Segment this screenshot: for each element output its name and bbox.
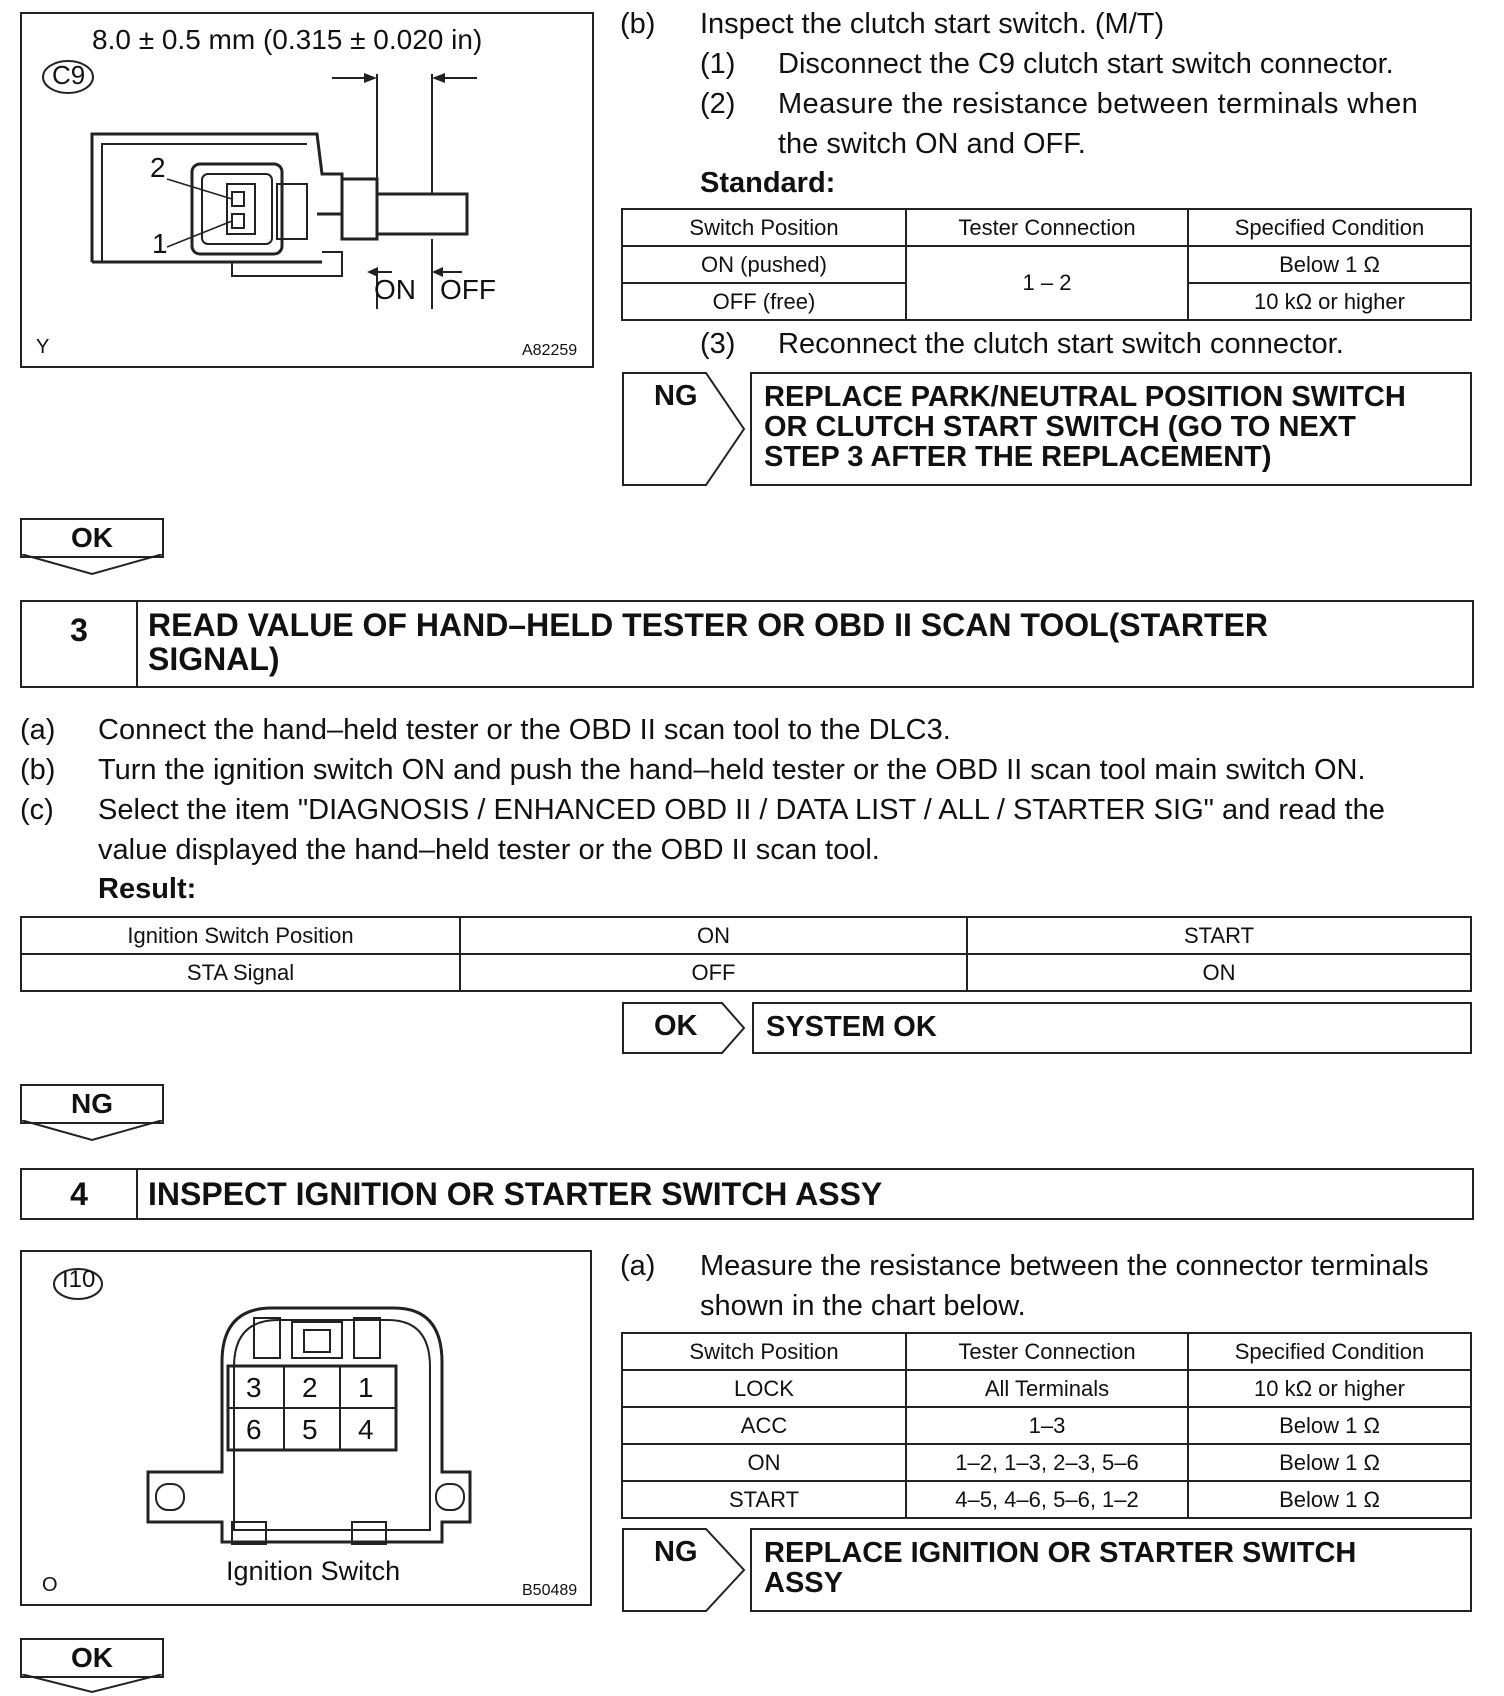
pin-label: 6	[246, 1414, 262, 1445]
ng-action-box-2	[750, 1528, 1472, 1612]
ok-tab-1	[20, 518, 164, 558]
ng-action-line: REPLACE IGNITION OR STARTER SWITCH	[764, 1537, 1357, 1569]
ng-action-line: REPLACE PARK/NEUTRAL POSITION SWITCH	[764, 381, 1406, 413]
clutch-switch-drawing	[22, 14, 592, 366]
table-cell: Below 1 Ω	[1188, 1407, 1471, 1444]
ignition-switch-figure	[20, 1250, 592, 1606]
substep-2-line1: Measure the resistance between terminals when	[778, 88, 1419, 120]
off-label: OFF	[440, 274, 496, 305]
clutch-switch-spec-table	[621, 208, 1472, 321]
dimension-label: 8.0 ± 0.5 mm (0.315 ± 0.020 in)	[92, 24, 483, 55]
step-b-text: Inspect the clutch start switch. (M/T)	[700, 8, 1165, 40]
tab-arrow	[20, 554, 164, 578]
step-number: 4	[22, 1170, 138, 1218]
substep-2-line2: the switch ON and OFF.	[778, 128, 1086, 160]
pin-label: 1	[358, 1372, 374, 1403]
table-cell: START	[967, 917, 1471, 954]
standard-heading: Standard:	[700, 167, 836, 199]
step-3c-line2: value displayed the hand–held tester or the OBD II scan tool.	[98, 834, 880, 866]
figure-caption: Ignition Switch	[226, 1556, 401, 1586]
table-header-row	[622, 209, 1471, 246]
step-title: INSPECT IGNITION OR STARTER SWITCH ASSY	[148, 1176, 883, 1212]
table-header-cell: Switch Position	[622, 209, 906, 246]
result-heading: Result:	[98, 873, 197, 905]
connector-label: I10	[62, 1266, 96, 1293]
ng-action-line: ASSY	[764, 1567, 843, 1599]
figure-code: A82259	[522, 342, 578, 359]
terminal-1-label: 1	[152, 228, 168, 259]
table-cell: STA Signal	[21, 954, 460, 991]
table-cell: 10 kΩ or higher	[1188, 1370, 1471, 1407]
step-3a-text: Connect the hand–held tester or the OBD II scan tool to the DLC3.	[98, 714, 951, 746]
table-header-cell: Specified Condition	[1188, 209, 1471, 246]
table-cell: Below 1 Ω	[1188, 1481, 1471, 1518]
pin-label: 2	[302, 1372, 318, 1403]
table-row	[622, 1444, 1471, 1481]
step-4a-line2: shown in the chart below.	[700, 1290, 1026, 1322]
table-header-cell: Specified Condition	[1188, 1333, 1471, 1370]
connector-label: C9	[52, 60, 86, 90]
pin-label: 3	[246, 1372, 262, 1403]
ng-action-box-1	[750, 372, 1472, 486]
table-cell: 1–3	[906, 1407, 1188, 1444]
step-title-line: READ VALUE OF HAND–HELD TESTER OR OBD II SCAN TOOL(STARTER	[148, 607, 1269, 643]
ng-label: NG	[71, 1088, 113, 1119]
step-b-label: (b)	[620, 8, 656, 40]
table-cell: All Terminals	[906, 1370, 1188, 1407]
clutch-switch-figure	[20, 12, 594, 368]
step-3b-text: Turn the ignition switch ON and push the hand–held tester or the OBD II scan tool main switch ON.	[98, 754, 1366, 786]
table-cell: ON	[460, 917, 967, 954]
table-cell: 10 kΩ or higher	[1188, 283, 1471, 320]
on-label: ON	[374, 274, 416, 305]
table-row	[21, 954, 1471, 991]
step-title	[148, 608, 1268, 676]
table-cell: 4–5, 4–6, 5–6, 1–2	[906, 1481, 1188, 1518]
figure-corner-letter: Y	[36, 336, 50, 358]
step-4a-line1: Measure the resistance between the connector terminals	[700, 1250, 1429, 1282]
step-3c-line1: Select the item "DIAGNOSIS / ENHANCED OBD II / DATA LIST / ALL / STARTER SIG" and read the	[98, 794, 1385, 826]
ng-arrow-2	[622, 1528, 752, 1612]
substep-1-label: (1)	[700, 48, 736, 80]
table-cell: OFF (free)	[622, 283, 906, 320]
table-row	[622, 1407, 1471, 1444]
table-cell: OFF	[460, 954, 967, 991]
ng-label: NG	[654, 1536, 698, 1568]
substep-3-label: (3)	[700, 328, 736, 360]
table-header-cell: Tester Connection	[906, 209, 1188, 246]
table-cell: ON	[967, 954, 1471, 991]
substep-1-text: Disconnect the C9 clutch start switch connector.	[778, 48, 1394, 80]
ok-label: OK	[71, 522, 113, 553]
ignition-switch-spec-table	[621, 1332, 1472, 1519]
ng-tab	[20, 1084, 164, 1124]
ok-label: OK	[71, 1642, 113, 1673]
table-row	[622, 1481, 1471, 1518]
substep-3-text: Reconnect the clutch start switch connector.	[778, 328, 1344, 360]
table-cell: LOCK	[622, 1370, 906, 1407]
table-cell: Below 1 Ω	[1188, 1444, 1471, 1481]
table-row	[622, 246, 1471, 283]
table-cell: Ignition Switch Position	[21, 917, 460, 954]
table-cell: Below 1 Ω	[1188, 246, 1471, 283]
ng-label: NG	[654, 380, 698, 412]
table-row	[622, 1370, 1471, 1407]
table-header-row	[622, 1333, 1471, 1370]
figure-code: B50489	[522, 1582, 578, 1599]
step-3c-label: (c)	[20, 794, 54, 826]
tab-arrow	[20, 1674, 164, 1696]
step-4-header	[20, 1168, 1474, 1220]
substep-2-label: (2)	[700, 88, 736, 120]
sta-signal-table	[20, 916, 1472, 992]
ng-action-line: STEP 3 AFTER THE REPLACEMENT)	[764, 441, 1272, 473]
tab-arrow	[20, 1120, 164, 1144]
system-ok-box	[752, 1002, 1472, 1054]
step-3-header	[20, 600, 1474, 688]
table-cell: 1 – 2	[906, 246, 1188, 320]
table-cell: START	[622, 1481, 906, 1518]
pin-label: 4	[358, 1414, 374, 1445]
ng-action-line: OR CLUTCH START SWITCH (GO TO NEXT	[764, 411, 1356, 443]
step-number: 3	[22, 602, 138, 686]
pin-label: 5	[302, 1414, 318, 1445]
step-3a-label: (a)	[20, 714, 56, 746]
ok-tab-2	[20, 1638, 164, 1678]
system-ok-text: SYSTEM OK	[766, 1011, 937, 1043]
step-3b-label: (b)	[20, 754, 56, 786]
table-row	[21, 917, 1471, 954]
table-cell: ON (pushed)	[622, 246, 906, 283]
ng-arrow-1	[622, 372, 752, 486]
ok-arrow	[622, 1002, 752, 1054]
table-cell: 1–2, 1–3, 2–3, 5–6	[906, 1444, 1188, 1481]
figure-corner-letter: O	[42, 1574, 58, 1596]
step-4a-label: (a)	[620, 1250, 656, 1282]
step-title-line: SIGNAL)	[148, 641, 280, 677]
table-header-cell: Switch Position	[622, 1333, 906, 1370]
terminal-2-label: 2	[150, 152, 166, 183]
table-cell: ON	[622, 1444, 906, 1481]
table-cell: ACC	[622, 1407, 906, 1444]
table-header-cell: Tester Connection	[906, 1333, 1188, 1370]
ok-label: OK	[654, 1010, 698, 1042]
